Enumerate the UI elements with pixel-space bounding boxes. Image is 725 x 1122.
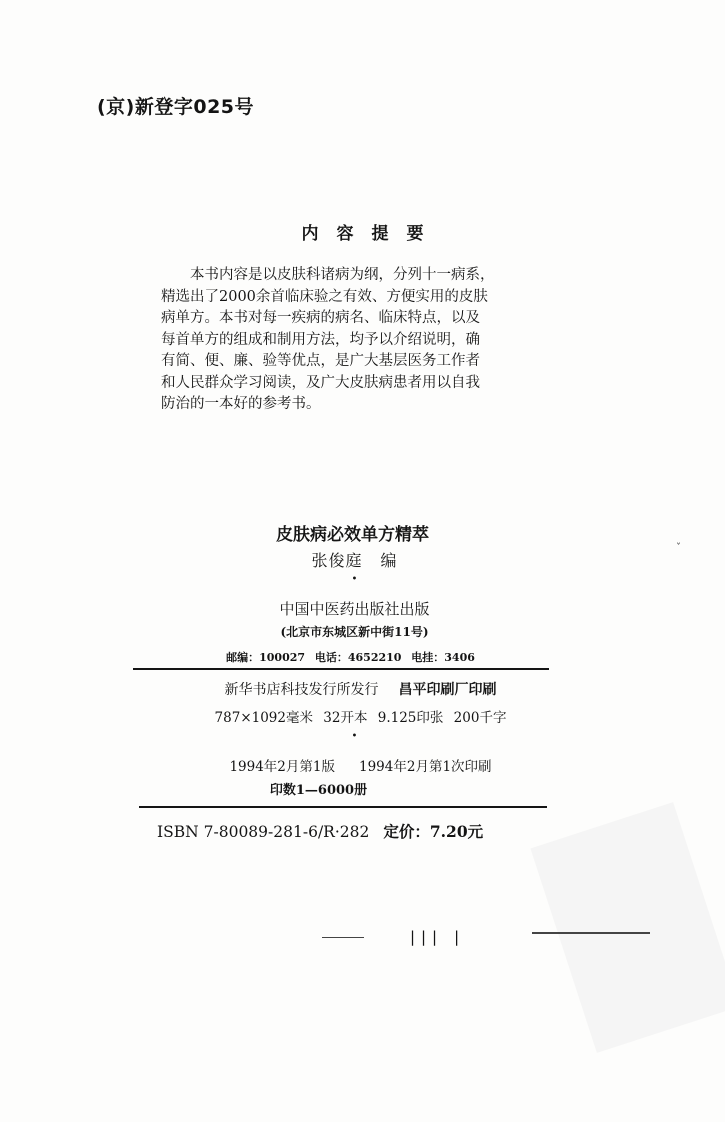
separator-bullet: • xyxy=(351,574,358,585)
printing: 1994年2月第1次印刷 xyxy=(359,759,492,775)
printer: 昌平印刷厂印刷 xyxy=(398,682,497,698)
divider-rule xyxy=(139,806,547,808)
page-mark: ||| | xyxy=(408,928,464,946)
isbn-line xyxy=(157,820,483,842)
author-role: 编 xyxy=(380,551,398,570)
book-specs: 787×1092毫米 32开本 9.125印张 200千字 xyxy=(214,710,507,726)
separator-bullet: • xyxy=(351,731,358,742)
scan-dash xyxy=(532,932,650,934)
abstract-heading xyxy=(0,219,725,244)
divider-rule xyxy=(133,668,549,670)
publisher-address: (北京市东城区新中街11号) xyxy=(280,625,429,639)
publisher-contact: 邮编：100027 电话：4652210 电挂：3406 xyxy=(226,651,475,664)
distributor: 新华书店科技发行所发行 xyxy=(224,682,379,698)
scan-dash xyxy=(322,937,364,938)
book-title: 皮肤病必效单方精萃 xyxy=(276,525,429,545)
publisher: 中国中医药出版社出版 xyxy=(279,600,430,618)
abstract-line: 病单方。本书对每一疾病的病名、临床特点，以及 xyxy=(161,310,480,326)
abstract-heading-char: 内 xyxy=(301,224,319,244)
author-name: 张俊庭 xyxy=(311,551,363,570)
abstract-line: 防治的一本好的参考书。 xyxy=(161,396,321,412)
price: 定价：7.20元 xyxy=(383,822,484,841)
registration-number: (京)新登字025号 xyxy=(97,96,255,118)
abstract-heading-char: 容 xyxy=(336,224,354,244)
abstract-line: 精选出了2000余首临床验之有效、方便实用的皮肤 xyxy=(161,288,488,305)
print-run: 印数1—6000册 xyxy=(269,783,368,798)
distribution-line xyxy=(0,679,723,699)
abstract-line: 有简、便、廉、验等优点，是广大基层医务工作者 xyxy=(161,353,480,369)
edition-line xyxy=(0,755,723,775)
isbn: ISBN 7-80089-281-6/R·282 xyxy=(157,823,370,841)
stray-mark: ˇ xyxy=(676,543,681,554)
abstract-line: 每首单方的组成和制用方法，均予以介绍说明，确 xyxy=(161,331,480,348)
library-stamp-shadow xyxy=(530,802,725,1053)
author-line xyxy=(0,548,717,571)
abstract-body xyxy=(161,265,537,416)
edition: 1994年2月第1版 xyxy=(229,759,335,775)
abstract-line: 本书内容是以皮肤科诸病为纲，分列十一病系， xyxy=(190,267,495,283)
abstract-line: 和人民群众学习阅读，及广大皮肤病患者用以自我 xyxy=(161,374,480,391)
abstract-heading-char: 提 xyxy=(371,224,389,244)
abstract-heading-char: 要 xyxy=(406,224,424,244)
